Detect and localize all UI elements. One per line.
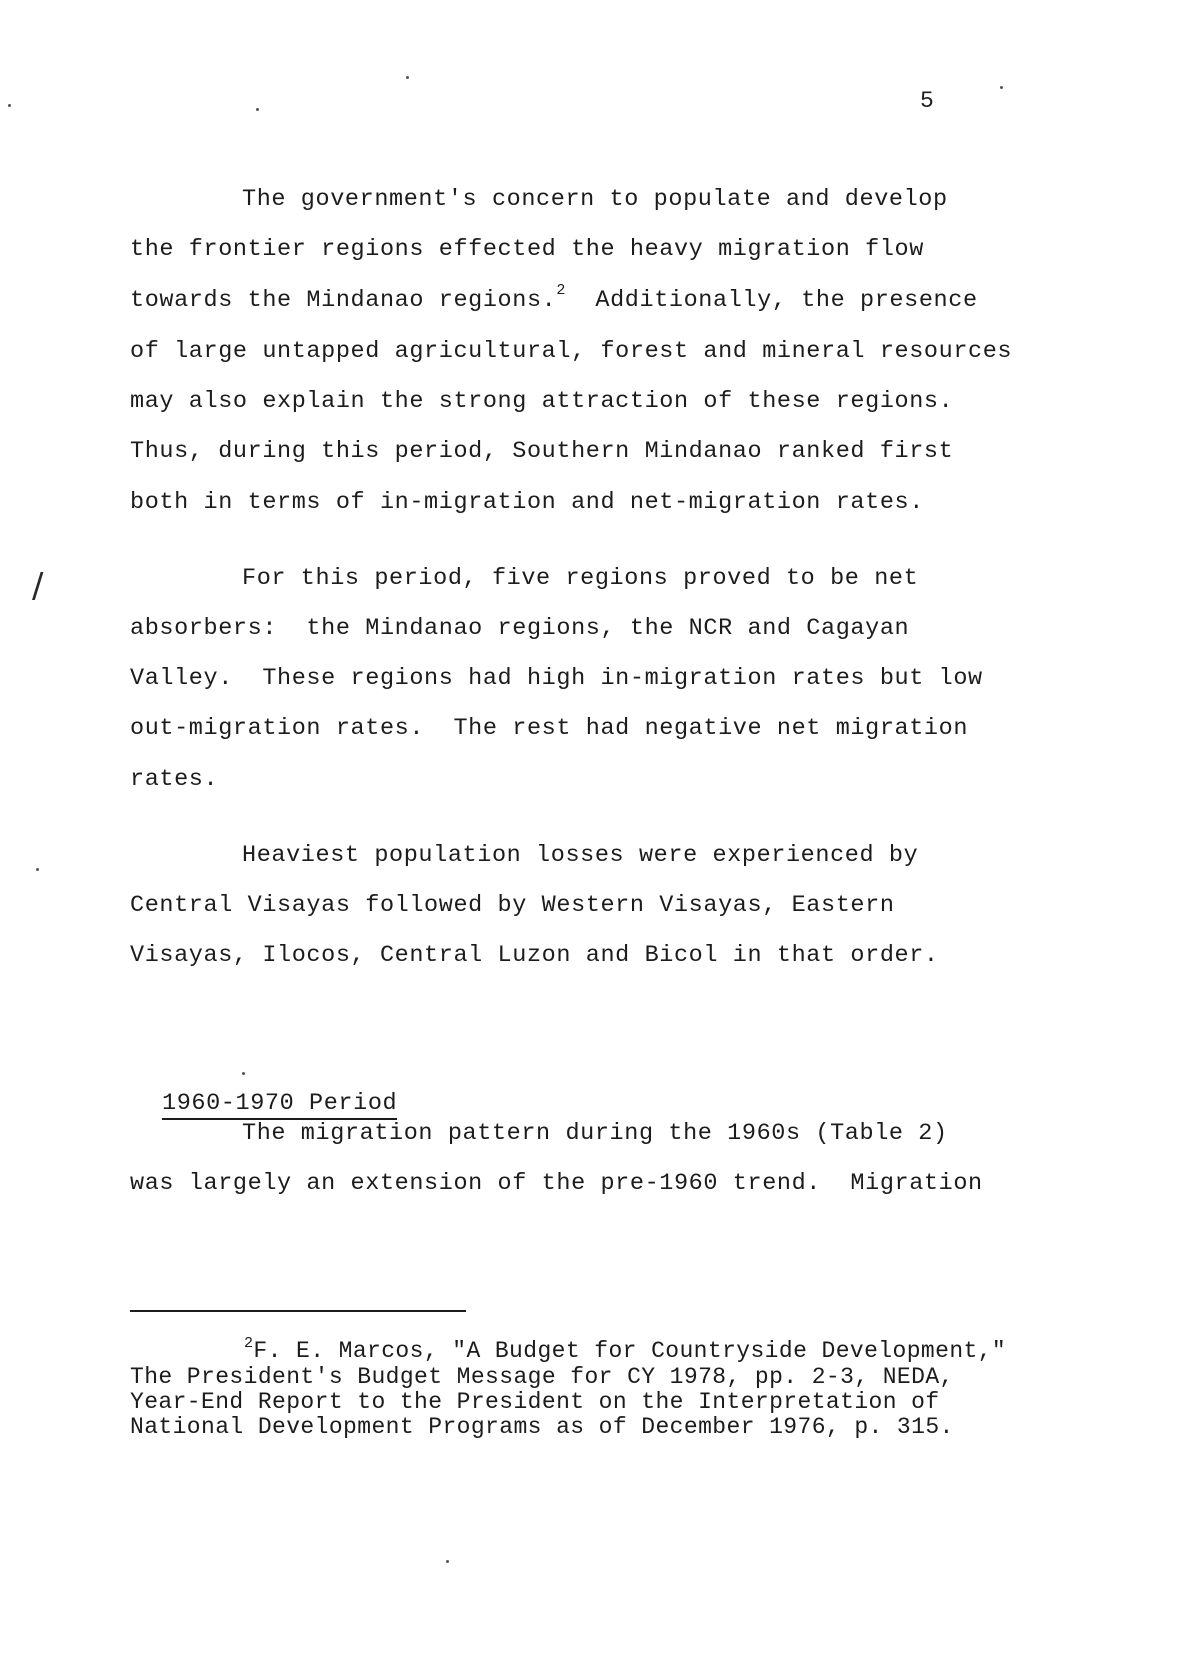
paragraph-1-line-3-tail: Additionally, the presence [565, 287, 978, 314]
footnote-line-2: The President's Budget Message for CY 1978, pp. 2-3, NEDA, [130, 1364, 954, 1390]
paragraph-4-line-1: The migration pattern during the 1960s (Table 2) [242, 1120, 948, 1147]
paragraph-1-line-3 [130, 282, 978, 314]
paragraph-1-line-4: of large untapped agricultural, forest and mineral resources [130, 338, 1013, 365]
scan-speck [1000, 86, 1003, 89]
footnote-mark: 2 [244, 1335, 254, 1352]
paragraph-3-line-3: Visayas, Ilocos, Central Luzon and Bicol in that order. [130, 942, 939, 969]
paragraph-2-line-5: rates. [130, 766, 219, 793]
scan-speck [256, 108, 259, 111]
paragraph-2-line-4: out-migration rates. The rest had negative net migration [130, 715, 969, 742]
footnote-line-1-text: F. E. Marcos, "A Budget for Countryside Development," [253, 1338, 1007, 1364]
scan-speck [8, 104, 11, 107]
paragraph-1-line-1: The government's concern to populate and develop [242, 186, 948, 213]
paragraph-2-line-3: Valley. These regions had high in-migration rates but low [130, 665, 983, 692]
page-number: 5 [920, 88, 934, 114]
paragraph-1-line-5: may also explain the strong attraction of these regions. [130, 388, 954, 415]
paragraph-1-line-7: both in terms of in-migration and net-migration rates. [130, 489, 924, 516]
paragraph-1-line-3-text: towards the Mindanao regions. [130, 287, 557, 314]
footnote-divider [130, 1310, 466, 1312]
section-heading: 1960-1970 Period [162, 1092, 397, 1120]
paragraph-4-line-2: was largely an extension of the pre-1960 trend. Migration [130, 1170, 983, 1197]
paragraph-2-line-1: For this period, five regions proved to be net [242, 565, 919, 592]
scan-speck [406, 76, 409, 79]
paragraph-2-line-2: absorbers: the Mindanao regions, the NCR and Cagayan [130, 615, 910, 642]
scan-speck [446, 1560, 449, 1563]
paragraph-1-line-6: Thus, during this period, Southern Mindanao ranked first [130, 438, 954, 465]
margin-mark: / [32, 566, 44, 606]
paragraph-1-line-2: the frontier regions effected the heavy migration flow [130, 236, 924, 263]
footnote-reference: 2 [556, 282, 566, 299]
paragraph-3-line-2: Central Visayas followed by Western Visayas, Eastern [130, 892, 895, 919]
scan-speck [242, 1072, 245, 1075]
scan-speck [36, 868, 39, 871]
footnote-line-1 [244, 1335, 1007, 1364]
footnote-line-3: Year-End Report to the President on the Interpretation of [130, 1389, 940, 1415]
footnote-line-4: National Development Programs as of December 1976, p. 315. [130, 1414, 954, 1440]
paragraph-3-line-1: Heaviest population losses were experienced by [242, 842, 919, 869]
